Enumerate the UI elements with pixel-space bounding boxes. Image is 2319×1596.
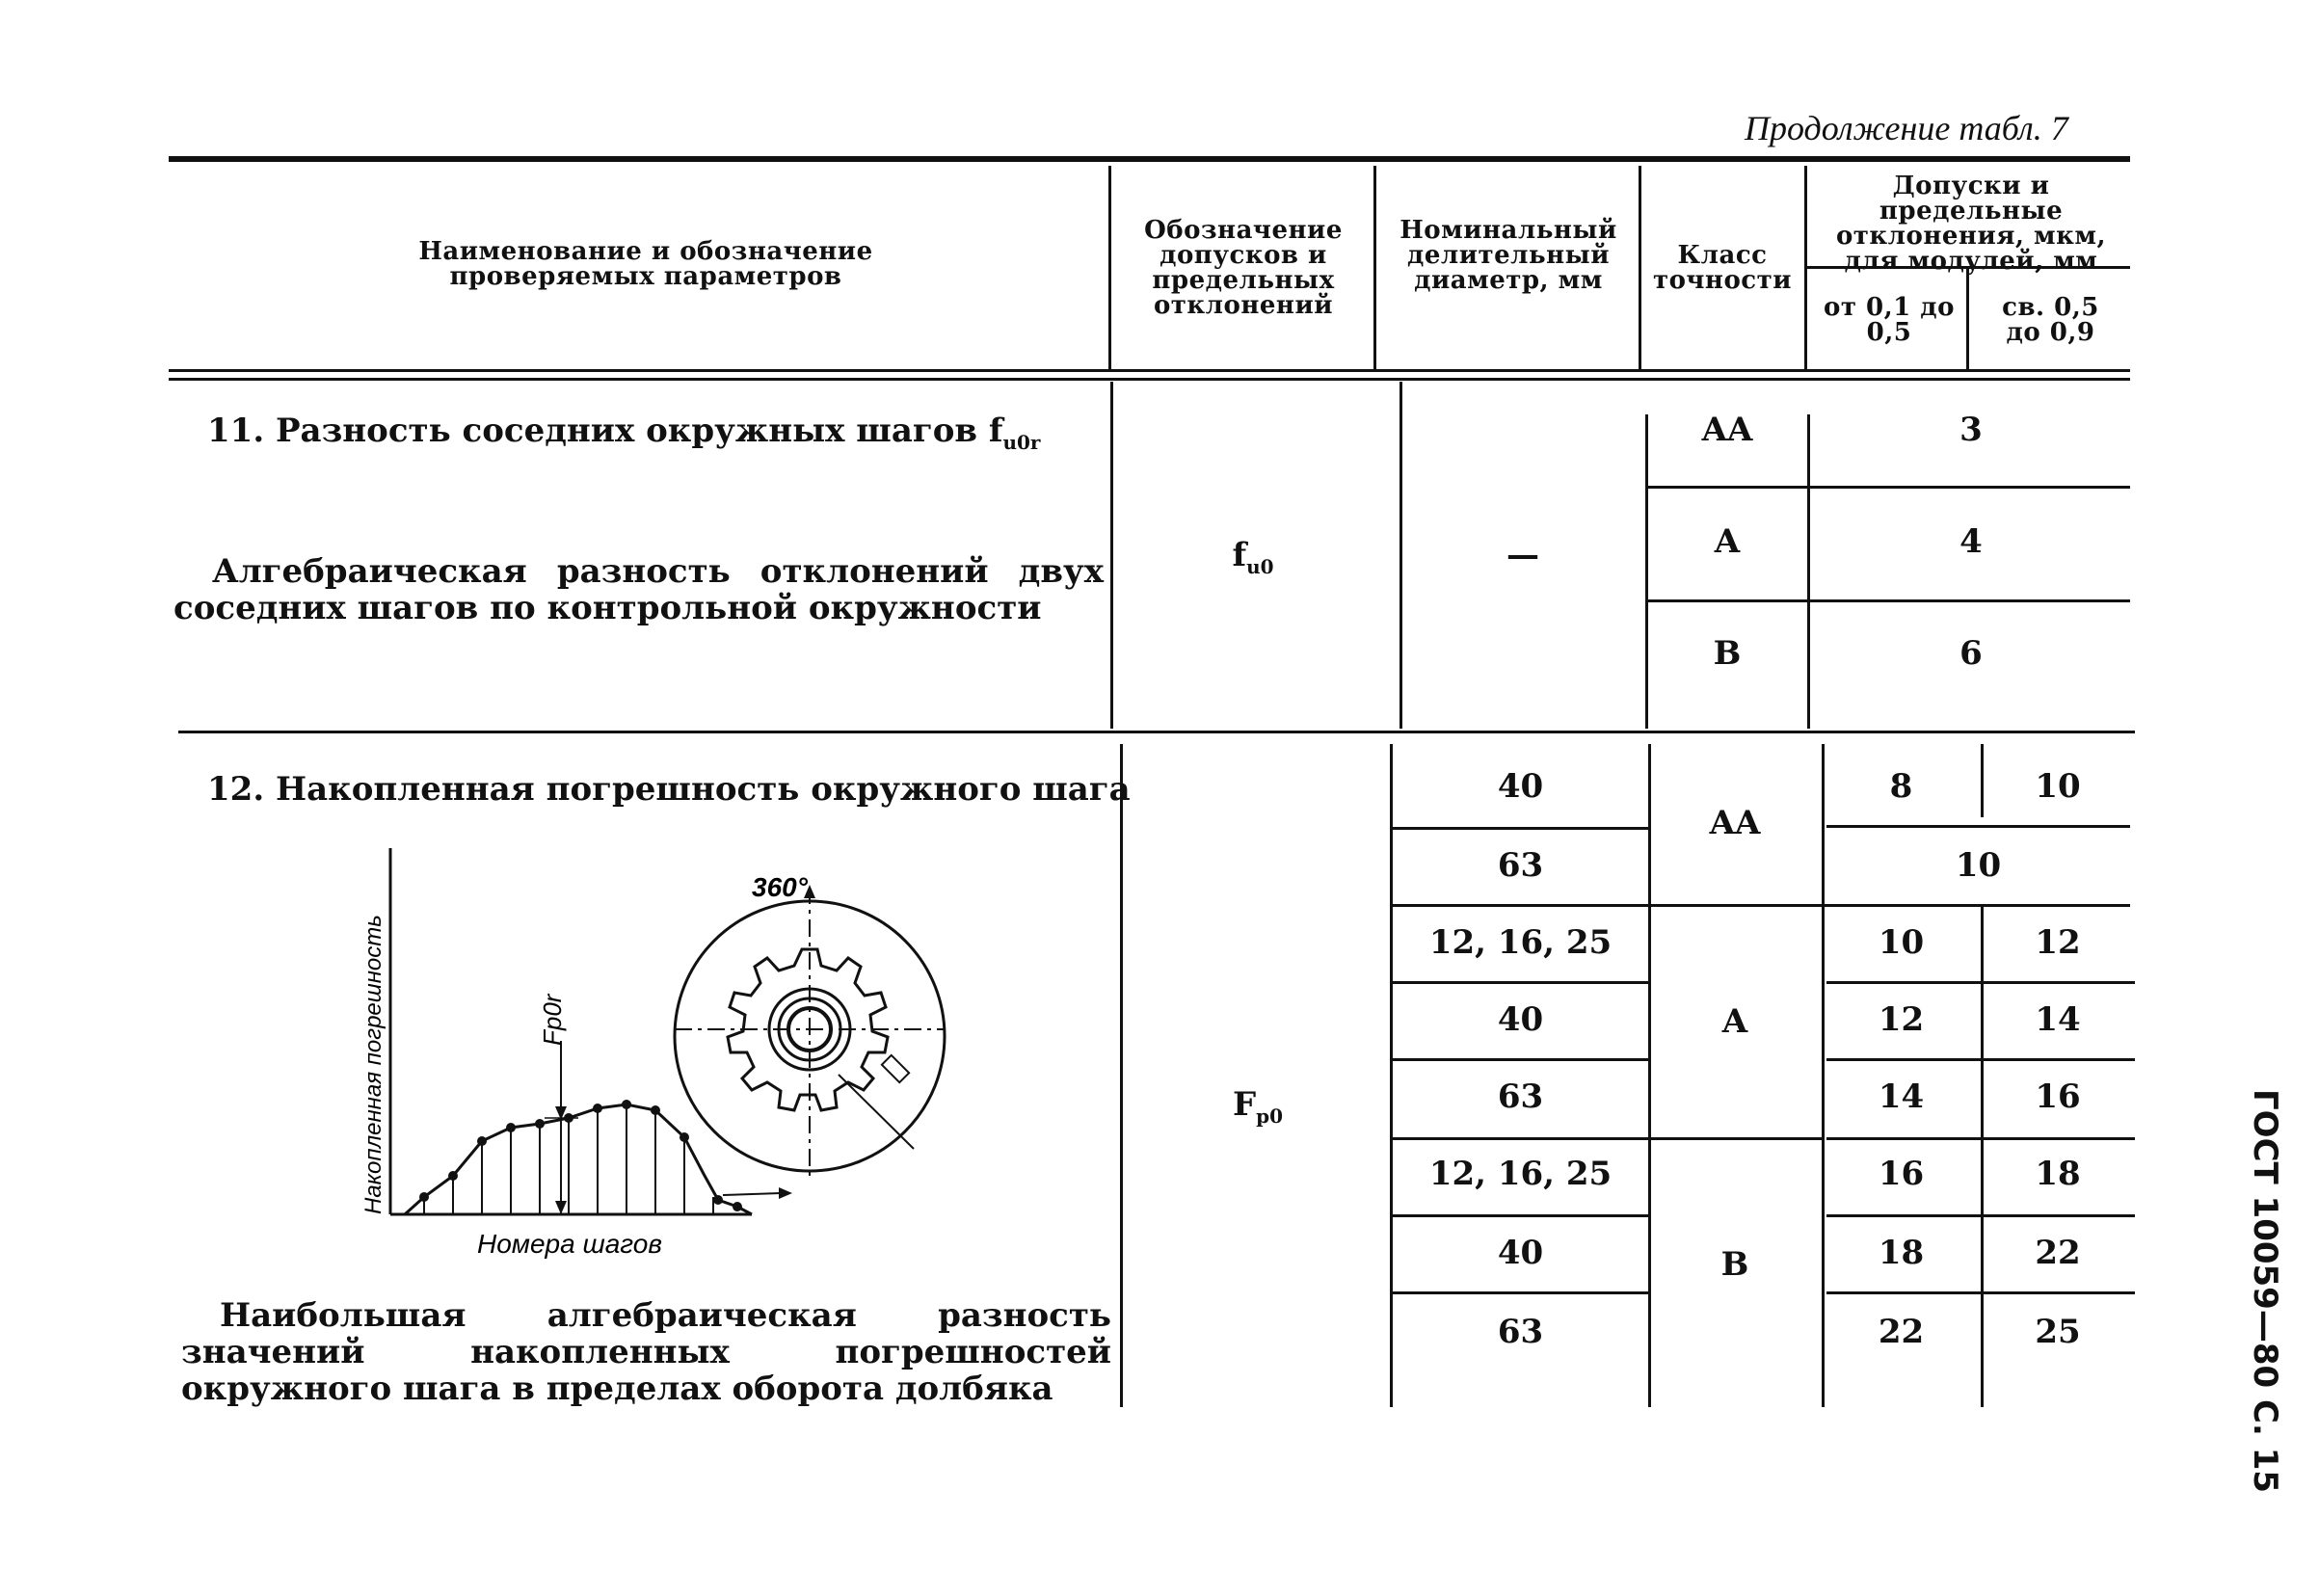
- header-designation: Обозначение допусков и предельных отклонений: [1144, 216, 1343, 320]
- row12-value: 10: [2035, 767, 2081, 806]
- row11-separator: [1645, 414, 1648, 729]
- row12-symbol: $F_{p0}$: [1232, 1085, 1284, 1128]
- row11-diameter: —: [1506, 536, 1539, 574]
- row-divider: [1826, 981, 2135, 984]
- row-divider: [1826, 825, 2130, 828]
- row-divider: [1393, 981, 1648, 984]
- row-divider: [1826, 1291, 2135, 1294]
- measure-line: [839, 1075, 914, 1149]
- row12-diameter: 63: [1497, 1313, 1544, 1351]
- row11-class: AA: [1701, 411, 1753, 449]
- row-divider: [1826, 1137, 2135, 1140]
- probe-icon: [882, 1055, 909, 1082]
- row-divider: [1393, 1291, 1648, 1294]
- row-divider: [1393, 1214, 1648, 1217]
- row12-value: 25: [2035, 1313, 2081, 1351]
- y-axis-label: Накопленная погрешность: [360, 915, 386, 1214]
- row12-value: 10: [1878, 923, 1925, 962]
- header-separator: [1639, 166, 1641, 370]
- row12-separator: [1648, 744, 1651, 1407]
- row-divider: [1393, 904, 2130, 907]
- gear-figure: [655, 858, 973, 1185]
- row11-separator: [1110, 382, 1113, 729]
- row12-separator: [1981, 744, 1984, 817]
- x-arrow: [723, 1193, 781, 1195]
- row-divider: [1393, 1137, 1822, 1140]
- row12-value: 22: [1878, 1313, 1925, 1351]
- row12-class: B: [1720, 1245, 1749, 1284]
- row12-diameter: 12, 16, 25: [1428, 1155, 1613, 1193]
- row-divider: [1826, 1214, 2135, 1217]
- header-param: Наименование и обозначение проверяемых параметров: [418, 237, 873, 291]
- header-module-2: св. 0,5 до 0,9: [2002, 293, 2099, 347]
- row12-diameter: 40: [1497, 1234, 1544, 1272]
- row12-diameter: 12, 16, 25: [1428, 923, 1613, 962]
- row12-value: 16: [2035, 1077, 2081, 1116]
- row12-separator: [1822, 744, 1825, 1407]
- header-module-1: от 0,1 до 0,5: [1824, 293, 1955, 347]
- row12-diameter: 63: [1497, 1077, 1544, 1116]
- x-axis-label: Номера шагов: [477, 1229, 662, 1259]
- row-divider: [1393, 827, 1648, 830]
- row12-value: 14: [1878, 1077, 1925, 1116]
- fp0r-label: Fp0r: [538, 994, 567, 1046]
- row11-description: Алгебраическая разность отклонений двух соседних шагов по контрольной окружности: [173, 552, 1104, 627]
- row-divider: [1826, 1058, 2135, 1061]
- row-divider: [1648, 486, 2130, 489]
- row12-value: 8: [1889, 767, 1913, 806]
- header-bottom-rule: [169, 378, 2130, 381]
- header-class: Класс точности: [1652, 241, 1793, 295]
- header-separator: [1966, 268, 1969, 370]
- row12-diameter: 40: [1497, 767, 1544, 806]
- row12-value: 10: [1955, 846, 2002, 885]
- row11-value: 6: [1959, 634, 1983, 673]
- row12-value: 12: [1878, 1000, 1925, 1039]
- row12-value: 16: [1878, 1155, 1925, 1193]
- row12-separator: [1390, 744, 1393, 1407]
- row12-value: 18: [2035, 1155, 2081, 1193]
- row-separator: [178, 731, 2135, 733]
- row12-separator: [1120, 744, 1123, 1407]
- table-top-rule: [169, 156, 2130, 162]
- side-label: ГОСТ 10059—80 С. 15: [2246, 1089, 2284, 1494]
- row-divider: [1648, 599, 2130, 602]
- header-separator: [1373, 166, 1376, 370]
- row11-separator: [1807, 414, 1810, 729]
- row12-value: 14: [2035, 1000, 2081, 1039]
- row11-separator: [1399, 382, 1402, 729]
- row11-symbol: $f_{u0}$: [1232, 536, 1274, 578]
- row12-title: 12. Накопленная погрешность окружного шага: [207, 770, 1131, 809]
- header-bottom-rule: [169, 369, 2130, 372]
- row-divider: [1393, 1058, 1648, 1061]
- table-caption: Продолжение табл. 7: [1745, 109, 2068, 147]
- row12-description: Наибольшая алгебраическая разность значений накопленных погрешностей окружного шага в пределах оборота долбяка: [181, 1296, 1111, 1408]
- row11-value: 3: [1959, 411, 1983, 449]
- header-separator: [1108, 166, 1111, 370]
- row12-diameter: 40: [1497, 1000, 1544, 1039]
- row12-class: A: [1721, 1002, 1748, 1041]
- row11-class: B: [1713, 634, 1742, 673]
- x-arrow-head: [779, 1187, 792, 1199]
- row12-class: AA: [1709, 804, 1761, 842]
- row11-title: 11. Разность соседних окружных шагов $f_{u0r}$: [207, 412, 1041, 454]
- row11-class: A: [1714, 522, 1741, 561]
- table-bottom: [1120, 1405, 1123, 1407]
- header-diameter: Номинальный делительный диаметр, мм: [1399, 216, 1617, 295]
- row12-value: 18: [1878, 1234, 1925, 1272]
- row12-value: 22: [2035, 1234, 2081, 1272]
- header-tolerances: Допуски и предельные отклонения, мкм, для модулей, мм: [1835, 172, 2107, 276]
- row11-value: 4: [1959, 522, 1983, 561]
- row12-diameter: 63: [1497, 846, 1544, 885]
- row12-value: 12: [2035, 923, 2081, 962]
- angle-label: 360°: [752, 872, 808, 902]
- fp0r-arrow-bottom: [555, 1201, 567, 1214]
